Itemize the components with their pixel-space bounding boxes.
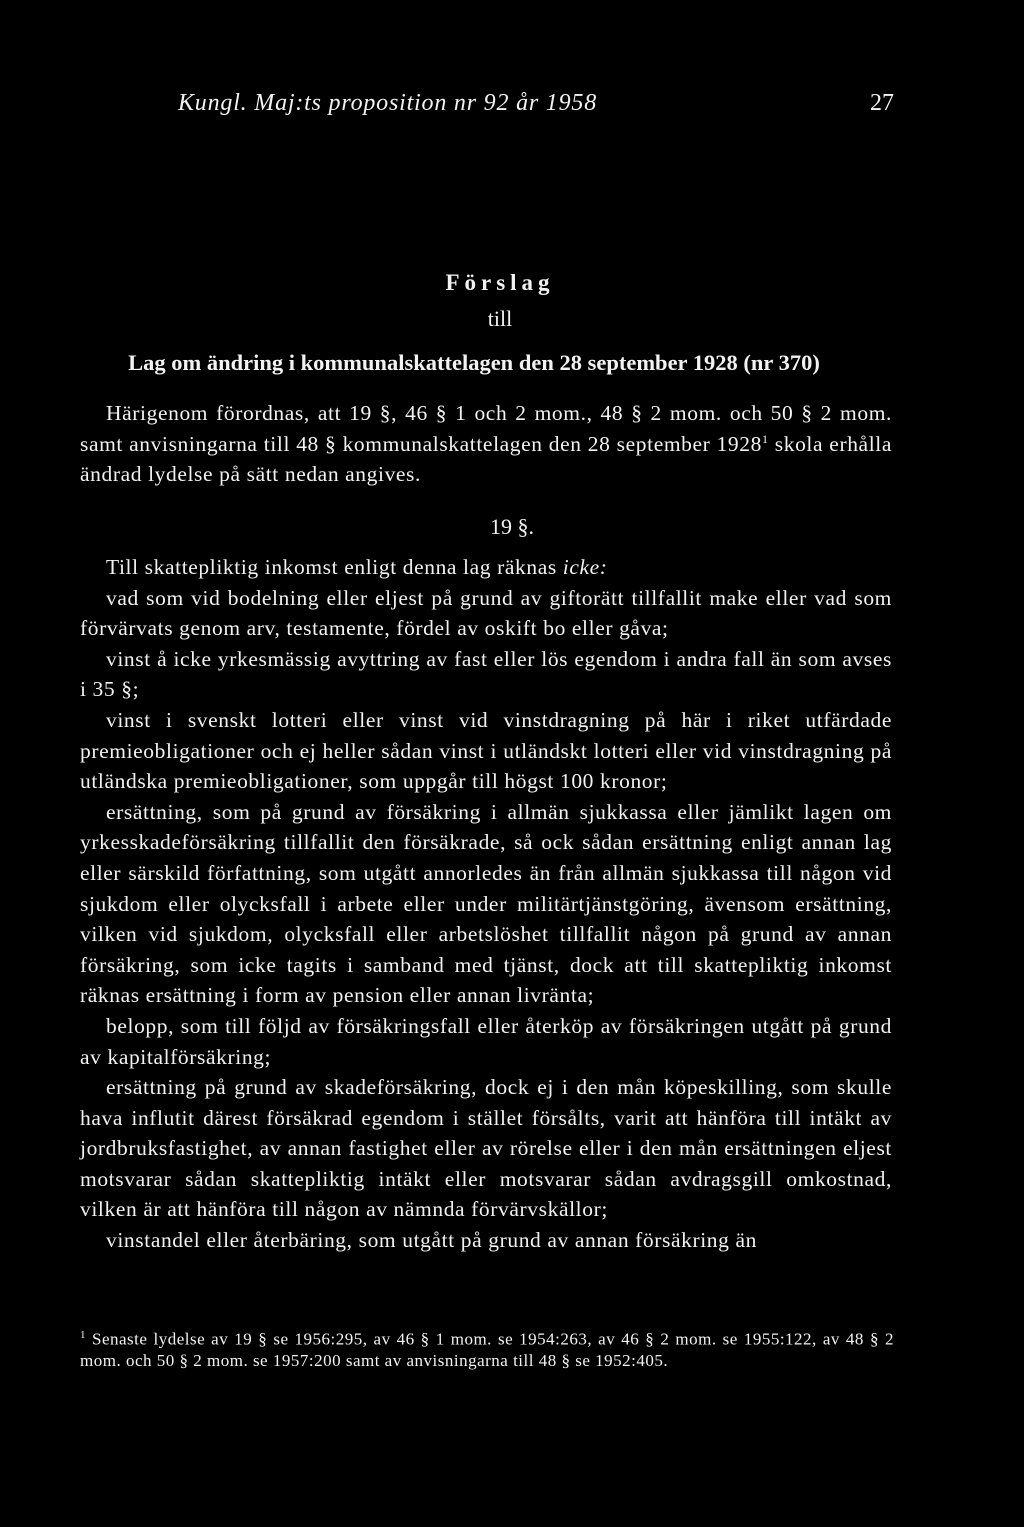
section-paragraph: vinst å icke yrkesmässig avyttring av fast eller lös egendom i andra fall än som avses i 35 §; [80, 646, 892, 702]
intro-text-continued: skola erhålla ändrad lydelse på sätt nedan angives. [80, 431, 892, 487]
section-body [80, 552, 892, 1256]
page-number: 27 [870, 90, 894, 116]
footnote [80, 1325, 894, 1372]
law-title: Lag om ändring i kommunalskattelagen den 28 september 1928 (nr 370) [128, 350, 820, 375]
section-lead [80, 552, 892, 583]
section-paragraph: belopp, som till följd av försäkringsfall eller återköp av försäkringen utgått på grund av kapitalförsäkring; [80, 1013, 892, 1069]
section-paragraph: vinstandel eller återbäring, som utgått på grund av annan försäkring än [106, 1228, 757, 1253]
proposal-heading: Förslag [445, 270, 555, 295]
section-paragraph: vinst i svenskt lotteri eller vinst vid vinstdragning på här i riket utfärdade premieobligationer och ej heller sådan vinst i utländskt lotteri eller vid vinstdragning på utländska premieobligationer, som uppgår till högst 100 kronor; [80, 707, 892, 794]
lead-text: Till skattepliktig inkomst enligt denna lag räknas [106, 555, 563, 579]
footnote-reference: 1 [761, 431, 769, 446]
footnote-marker: 1 [80, 1329, 86, 1341]
intro-paragraph [80, 398, 892, 490]
running-header [178, 90, 894, 124]
section-paragraph: ersättning, som på grund av försäkring i allmän sjukkassa eller jämlikt lagen om yrkesskadeförsäkring tillfallit den försäkrade, så ock sådan ersättning enligt annan lag eller särskild författning, som utgått annorledes än från allmän sjukkassa till någon vid sjukdom eller olycksfall i arbete eller under militärtjänstgöring, ävensom ersättning, vilken vid sjukdom, olycksfall eller arbetslöshet tillfallit någon på grund av annan försäkring, som icke tagits i samband med tjänst, dock att till skattepliktig inkomst räknas ersättning i form av pension eller annan livränta; [80, 799, 892, 1008]
section-paragraph: vad som vid bodelning eller eljest på grund av giftorätt tillfallit make eller vad som förvärvats genom arv, testamente, fördel av oskift bo eller gåva; [80, 585, 892, 641]
proposal-subheading: till [487, 306, 513, 331]
section-number: 19 §. [490, 514, 534, 539]
footnote-text: Senaste lydelse av 19 § se 1956:295, av 46 § 1 mom. se 1954:263, av 46 § 2 mom. se 1955:122, av 48 § 2 mom. och 50 § 2 mom. se 1957:200 samt av anvisningarna till 48 § se 1952:405. [80, 1329, 894, 1371]
running-title: Kungl. Maj:ts proposition nr 92 år 1958 [178, 90, 598, 116]
intro-text: Härigenom förordnas, att 19 §, 46 § 1 och 2 mom., 48 § 2 mom. och 50 § 2 mom. samt anvisningarna till 48 § kommunalskattelagen den 28 september 1928 [80, 401, 892, 456]
lead-emphasis: icke: [562, 555, 608, 579]
section-paragraph: ersättning på grund av skadeförsäkring, dock ej i den mån köpeskilling, som skulle hava influtit därest försäkrad egendom i stället försålts, varit att hänföra till intäkt av jordbruksfastighet, av annan fastighet eller av rörelse eller i den mån ersättningen eljest motsvarar sådan skattepliktig intäkt eller motsvarar sådan avdragsgill omkostnad, vilken är att hänföra till någon av nämnda förvärvskällor; [80, 1075, 892, 1222]
